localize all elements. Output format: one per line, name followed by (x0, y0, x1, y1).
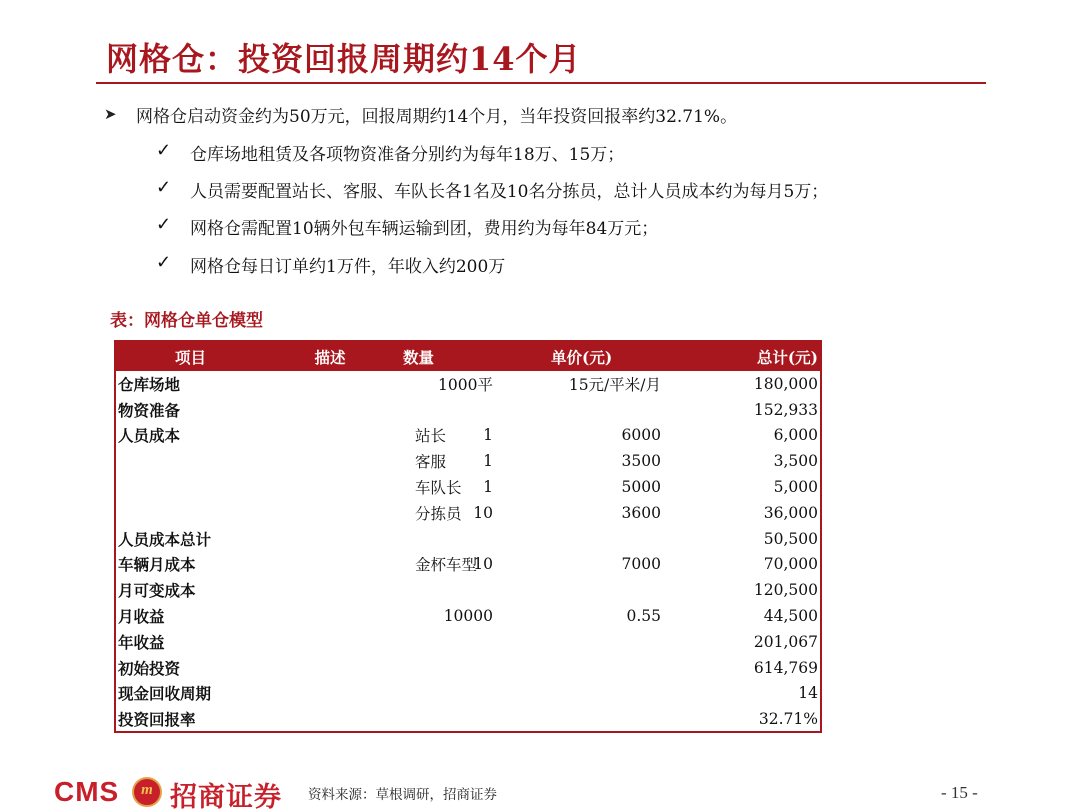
table-cell (493, 629, 663, 655)
table-cell: 70,000 (763, 555, 818, 574)
table-cell: 0.55 (626, 607, 661, 626)
table-row (115, 706, 821, 732)
column-header-quantity: 数量 (395, 341, 493, 371)
sub-bullet-text: 网格仓需配置10辆外包车辆运输到团，费用约为每年84万元； (190, 219, 659, 239)
table-cell (395, 655, 493, 681)
table-header-row (115, 341, 821, 371)
table-cell: 201,067 (753, 632, 818, 651)
table-cell: 年收益 (118, 632, 165, 652)
table-cell: 120,500 (753, 581, 818, 600)
company-name-logo: 招商证券 (170, 782, 282, 810)
table-cell: 人员成本总计 (118, 529, 212, 549)
sub-bullet-text: 人员需要配置站长、客服、车队长各1名及10名分拣员，总计人员成本约为每月5万； (190, 182, 829, 202)
table-cell (115, 474, 265, 500)
table-cell: 180,000 (753, 374, 818, 393)
table-cell: 3,500 (773, 452, 818, 471)
table-cell (395, 629, 493, 655)
table-cell (265, 629, 395, 655)
table-row (115, 577, 821, 603)
table-cell (493, 577, 663, 603)
table-cell: 1 (483, 478, 493, 497)
table-cell: 5,000 (773, 478, 818, 497)
table-cell (493, 655, 663, 681)
table-cell: 车队长 (415, 479, 462, 498)
table-cell: 15元/平米/月 (568, 375, 661, 394)
table-cell: 3500 (621, 452, 661, 471)
table-cell (265, 655, 395, 681)
column-header-description: 描述 (265, 341, 395, 371)
table-cell (395, 577, 493, 603)
table-cell: 投资回报率 (118, 709, 196, 729)
table-cell: 初始投资 (118, 658, 181, 678)
table-cell: 金杯车型 (415, 556, 478, 575)
sub-bullet-text: 仓库场地租赁及各项物资准备分别约为每年18万、15万； (190, 145, 625, 165)
table-cell: 5000 (621, 478, 661, 497)
table-cell: 7000 (621, 555, 661, 574)
checkmark-icon: ✓ (156, 177, 172, 198)
table-cell (265, 603, 395, 629)
table-cell: 3600 (621, 503, 661, 522)
table-cell: 客服 (415, 453, 447, 472)
table-cell (115, 448, 265, 474)
table-row (115, 655, 821, 681)
table-cell (493, 526, 663, 552)
checkmark-icon: ✓ (156, 140, 172, 161)
checkmark-icon: ✓ (156, 214, 172, 235)
table-cell (265, 371, 395, 397)
table-caption: 表：网格仓单仓模型 (110, 311, 263, 331)
table-cell: 月可变成本 (118, 581, 196, 601)
table-cell: 物资准备 (118, 400, 181, 420)
table-row (115, 629, 821, 655)
arrow-bullet-icon: ➤ (104, 105, 117, 123)
table-row (115, 371, 821, 397)
table-cell: 50,500 (763, 529, 818, 548)
table-cell (395, 681, 493, 707)
title-divider (96, 82, 986, 84)
table-cell: 14 (798, 684, 818, 703)
table-cell (265, 397, 395, 423)
table-cell (115, 500, 265, 526)
table-cell: 10 (473, 555, 493, 574)
table-cell (265, 681, 395, 707)
column-header-unit-price: 单价(元) (493, 341, 663, 371)
table-row (115, 474, 821, 500)
table-cell (493, 706, 663, 732)
table-cell: 36,000 (763, 503, 818, 522)
table-row (115, 423, 821, 449)
table-cell (395, 706, 493, 732)
main-bullet-text: 网格仓启动资金约为50万元，回报周期约14个月，当年投资回报率约32.71%。 (136, 107, 738, 127)
page-number: - 15 - (941, 783, 978, 802)
table-cell (395, 526, 493, 552)
column-header-item: 项目 (115, 341, 265, 371)
cms-logo-badge-icon: m (132, 777, 162, 807)
table-cell: 152,933 (753, 400, 818, 419)
table-cell (265, 526, 395, 552)
page-title: 网格仓：投资回报周期约14个月 (106, 40, 582, 78)
table-row (115, 552, 821, 578)
table-row (115, 681, 821, 707)
checkmark-icon: ✓ (156, 252, 172, 273)
table-row (115, 603, 821, 629)
table-cell: 1 (483, 426, 493, 445)
table-cell: 站长 (415, 427, 447, 446)
table-cell (493, 397, 663, 423)
table-row (115, 448, 821, 474)
table-cell: 车辆月成本 (118, 555, 196, 575)
table-cell: 32.71% (758, 709, 818, 728)
table-cell (395, 397, 493, 423)
table-cell: 现金回收周期 (118, 684, 212, 704)
table-cell: 人员成本 (118, 426, 181, 446)
column-header-total: 总计(元) (663, 341, 821, 371)
sub-bullet-text: 网格仓每日订单约1万件，年收入约200万 (190, 257, 506, 277)
table-cell: 分拣员 (415, 504, 462, 523)
table-cell: 1000平 (438, 375, 493, 394)
table-cell: 10 (473, 503, 493, 522)
table-cell: 10000 (443, 607, 493, 626)
source-note: 资料来源：草根调研，招商证券 (308, 787, 497, 803)
table-cell: 月收益 (118, 607, 165, 627)
table-cell: 6,000 (773, 426, 818, 445)
table-cell: 614,769 (753, 658, 818, 677)
table-cell (265, 577, 395, 603)
table-cell: 仓库场地 (118, 374, 181, 394)
table-cell (493, 681, 663, 707)
table-cell: 1 (483, 452, 493, 471)
table-row (115, 526, 821, 552)
warehouse-model-table (114, 340, 822, 733)
cms-logo: CMS (54, 776, 120, 807)
table-cell: 44,500 (763, 607, 818, 626)
table-cell: 6000 (621, 426, 661, 445)
table-row (115, 500, 821, 526)
table-cell (265, 706, 395, 732)
table-row (115, 397, 821, 423)
